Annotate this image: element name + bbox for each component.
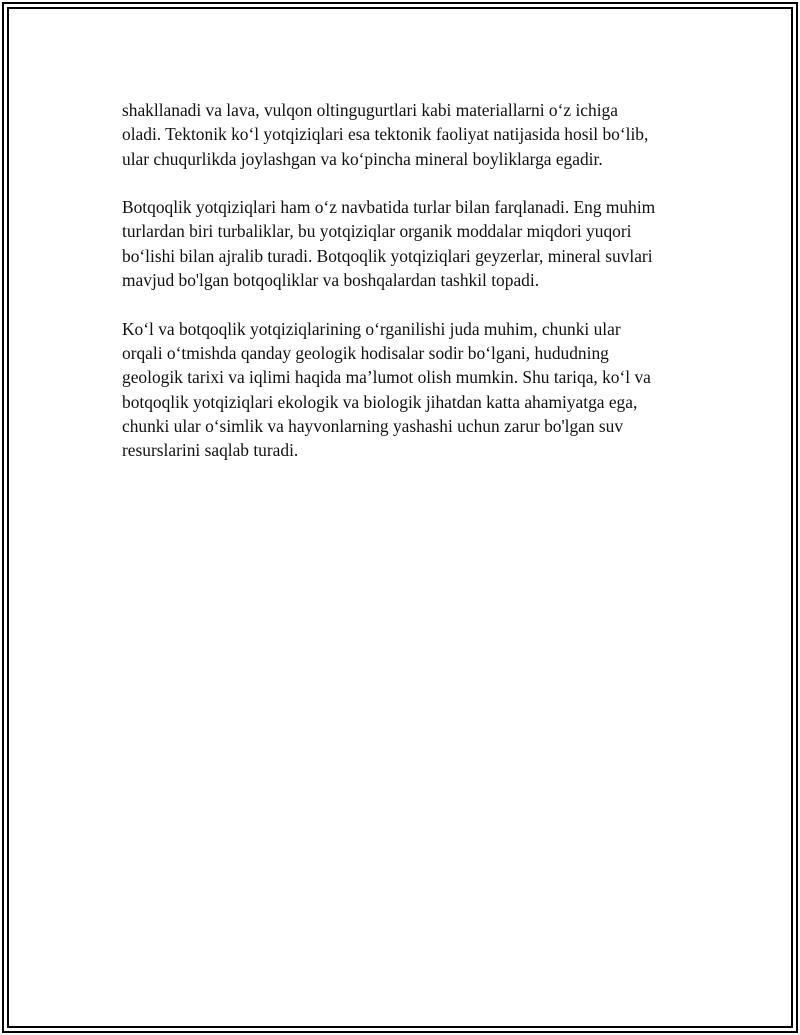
page-border — [2, 2, 798, 1033]
document-body — [122, 98, 702, 487]
paragraph-1: shakllanadi va lava, vulqon oltingugurtlari kabi materiallarni o‘z ichiga oladi. Tektonik ko‘l yotqiziqlari esa tektonik faoliyat natijasida hosil bo‘lib, ular chuqurlikda joylashgan va ko‘pincha mineral boyliklarga egadir. — [122, 100, 649, 169]
paragraph-3: Ko‘l va botqoqlik yotqiziqlarining o‘rganilishi juda muhim, chunki ular orqali o‘tmishda qanday geologik hodisalar sodir bo‘lgani, hududning geologik tarixi va iqlimi haqida ma’lumot olish mumkin. Shu tariqa, ko‘l va botqoqlik yotqiziqlari ekologik va biologik jihatdan katta ahamiyatga ega, chunki ular o‘simlik va hayvonlarning yashashi uchun zarur bo'lgan suv resurslarini saqlab turadi. — [122, 318, 651, 461]
paragraph-2: Botqoqlik yotqiziqlari ham o‘z navbatida turlar bilan farqlanadi. Eng muhim turlardan biri turbaliklar, bu yotqiziqlar organik moddalar miqdori yuqori bo‘lishi bilan ajralib turadi. Botqoqlik yotqiziqlari geyzerlar, mineral suvlari mavjud bo'lgan botqoqliklar va boshqalardan tashkil topadi. — [122, 197, 656, 291]
